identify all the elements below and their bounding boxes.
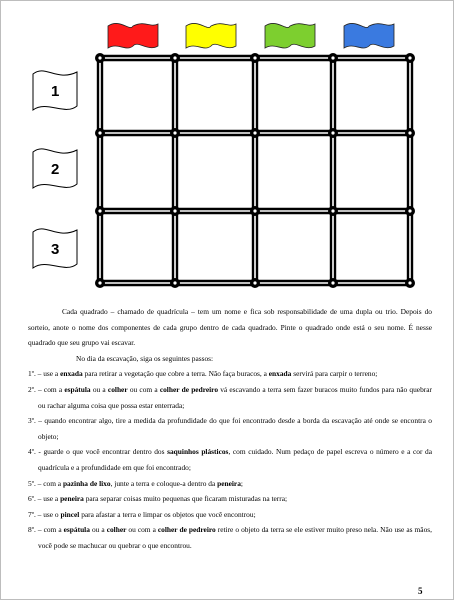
grid-cell	[179, 215, 252, 280]
step-text: ;	[240, 478, 243, 488]
step-text: , com cuidado. Num pedaço de papel escreva o número e a cor da quadrícula e a profundidade em que foi encontrado;	[38, 447, 433, 472]
step-text: , junte a terra e coloque-a dentro da	[110, 478, 218, 488]
step-text: ou a	[90, 384, 108, 394]
stake-center	[331, 209, 334, 212]
stake-center	[331, 131, 334, 134]
grid-cell	[259, 62, 330, 130]
tool-name: colher de pedreiro	[157, 525, 216, 535]
grid-illustration	[0, 0, 456, 300]
step-text: 5º. – com a	[28, 478, 63, 488]
stake-center	[98, 131, 101, 134]
grid-cell	[104, 215, 172, 280]
step-text: para separar coisas muito pequenas que ficaram misturadas na terra;	[83, 494, 288, 504]
page-number: 5	[418, 586, 423, 596]
tool-name: colher de pedreiro	[159, 384, 219, 394]
tool-name: colher	[107, 384, 128, 394]
step-text: ou a	[89, 525, 107, 535]
step-text: 3º. – quando encontrar algo, tire a medida da profundidade do que foi encontrado desde a borda da escavação até onde se encontra o objeto;	[28, 416, 432, 441]
grid-cell	[337, 137, 407, 208]
grid-cell	[337, 215, 407, 280]
stake-center	[173, 209, 176, 212]
tool-name: espátula	[64, 384, 91, 394]
intro-paragraph: Cada quadrado – chamado de quadrícula – tem um nome e fica sob responsabilidade de uma dupla ou trio. Depois do sorteio, anote o nome dos componentes de cada grupo dentro de cada quadrado. Pinte o quadrado onde está o seu nome. É nesse quadrado que seu grupo vai escavar.	[28, 307, 432, 348]
green-flag	[265, 23, 315, 48]
stake-center	[408, 209, 411, 212]
step-text: para retirar a vegetação que cobre a terra. Não faça buracos, a	[82, 369, 269, 379]
stake-center	[253, 131, 256, 134]
stake-center	[408, 131, 411, 134]
step-text: 2º. – com a	[28, 384, 65, 394]
step-text: ou com a	[126, 525, 158, 535]
row-label: 2	[51, 161, 60, 178]
stake-center	[253, 281, 256, 284]
step-text: 6º. – use a	[28, 494, 61, 504]
step-item	[28, 476, 432, 492]
step-text: ou com a	[127, 384, 160, 394]
step-text: para afastar a terra e limpar os objetos que você encontrou;	[79, 509, 256, 519]
grid-cell	[104, 137, 172, 208]
step-item	[28, 366, 432, 382]
step-text: servirá para carpir o terreno;	[291, 369, 378, 379]
step-item	[28, 444, 432, 475]
grid-cell	[179, 137, 252, 208]
tool-name: pincel	[60, 509, 80, 519]
step-item	[28, 507, 432, 523]
stake-center	[331, 281, 334, 284]
instructions-text	[28, 304, 432, 554]
grid-cell	[104, 62, 172, 130]
tool-name: saquinhos plásticos	[167, 447, 229, 457]
stake-center	[173, 56, 176, 59]
stake-center	[408, 281, 411, 284]
tool-name: enxada	[60, 369, 83, 379]
stake-center	[253, 209, 256, 212]
steps-list	[28, 366, 432, 553]
stake-center	[98, 209, 101, 212]
tool-name: peneira	[217, 478, 241, 488]
step-item	[28, 382, 432, 413]
grid-cell	[337, 62, 407, 130]
stake-center	[173, 281, 176, 284]
tool-name: espátula	[63, 525, 90, 535]
step-text: 8º. – com a	[28, 525, 64, 535]
tool-name: pazinha de lixo	[62, 478, 111, 488]
step-text: 1º. – use a	[28, 369, 61, 379]
blue-flag	[344, 23, 394, 48]
tool-name: peneira	[60, 494, 84, 504]
step-item	[28, 491, 432, 507]
tool-name: colher	[106, 525, 127, 535]
stake-center	[408, 56, 411, 59]
grid-cell	[179, 62, 252, 130]
step-text: 7º. – use o	[28, 509, 61, 519]
red-flag	[108, 23, 158, 48]
steps-intro: No dia da escavação, siga os seguintes passos:	[76, 353, 214, 363]
step-text: retire o objeto da terra se ele estiver muito preso nela. Não use as mãos, você pode se machucar ou quebrar o que encontrou.	[38, 525, 432, 550]
tool-name: enxada	[268, 369, 292, 379]
stake-center	[173, 131, 176, 134]
row-label: 1	[51, 83, 60, 100]
stake-center	[98, 56, 101, 59]
stake-center	[331, 56, 334, 59]
row-label: 3	[51, 241, 60, 258]
step-item	[28, 522, 432, 553]
grid-cell	[259, 215, 330, 280]
yellow-flag	[186, 23, 236, 48]
step-text: vá escavando a terra sem fazer buracos muito fundos para não quebrar ou rachar alguma coisa que possa estar enterrada;	[38, 384, 432, 410]
step-item	[28, 413, 432, 444]
stake-center	[98, 281, 101, 284]
stake-center	[253, 56, 256, 59]
step-text: 4º. - guarde o que você encontrar dentro dos	[28, 447, 168, 457]
grid-cell	[259, 137, 330, 208]
